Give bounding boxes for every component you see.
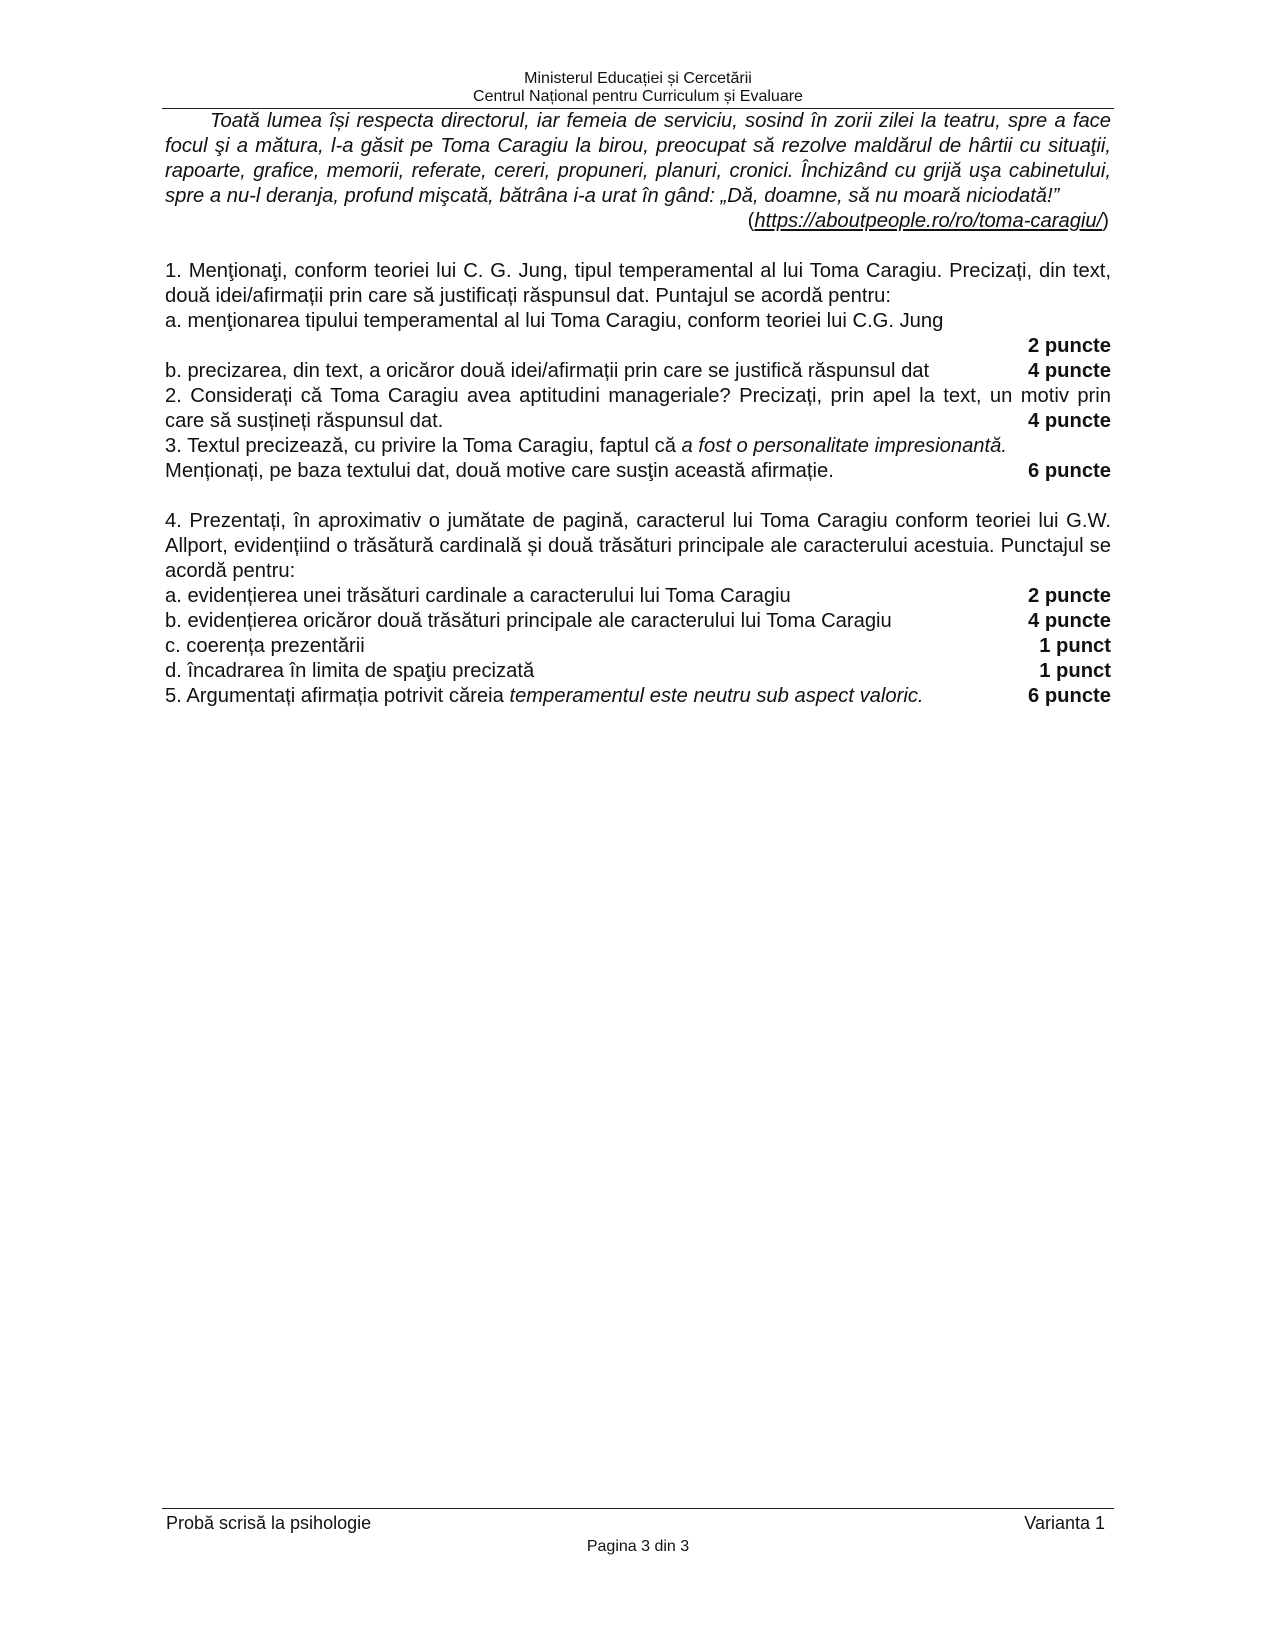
question-4-item-a-label: a. evidențierea unei trăsături cardinale a caracterului lui Toma Caragiu	[165, 585, 791, 607]
quote-source	[165, 209, 1109, 234]
question-4-item-a	[165, 584, 1111, 609]
question-4-item-b-label: b. evidențierea oricăror două trăsături principale ale caracterului lui Toma Caragiu	[165, 610, 892, 632]
quote-text: Toată lumea își respecta directorul, iar femeia de serviciu, sosind în zorii zilei la teatru, spre a face focul şi a mătura, l-a găsit pe Toma Caragiu la birou, preocupat să rezolve maldărul de hârtii cu situaţii, rapoarte, grafice, memorii, referate, cereri, propuneri, planuri, cronici. Închizând cu grijă uşa cabinetului, spre a nu-l deranja, profund mişcată, bătrâna i-a urat în gând: „Dă, doamne, să nu moară niciodată!”	[165, 110, 1111, 207]
source-close-paren: )	[1102, 210, 1109, 232]
question-1-item-b	[165, 359, 1111, 384]
question-1-item-b-points: 4 puncte	[1027, 360, 1111, 382]
question-5-text	[165, 684, 924, 709]
question-2-points: 4 puncte	[1027, 410, 1111, 432]
question-3-points: 6 puncte	[1027, 460, 1111, 482]
question-5	[165, 684, 1111, 709]
question-4: 4. Prezentați, în aproximativ o jumătate de pagină, caracterul lui Toma Caragiu conform teoriei lui G.W. Allport, evidențiind o trăsătură cardinală și două trăsături principale ale caracterului acestuia. Punctajul se acordă pentru:	[165, 510, 1111, 582]
question-4-item-b-points: 4 puncte	[1027, 610, 1111, 632]
question-2: 2. Considerați că Toma Caragiu avea aptitudini manageriale? Precizați, prin apel la text, un motiv prin care să susțineți răspunsul dat.	[165, 385, 1111, 432]
question-1-item-a-points: 2 puncte	[1027, 335, 1111, 357]
question-4-item-c-points: 1 punct	[1039, 635, 1111, 657]
header-ministry: Ministerul Educației și Cercetării	[524, 70, 752, 87]
question-4-item-a-points: 2 puncte	[1027, 585, 1111, 607]
header	[162, 70, 1114, 106]
footer-variant: Varianta 1	[1024, 1513, 1105, 1533]
question-3-text-after: Menționați, pe baza textului dat, două motive care susţin această afirmație.	[165, 460, 834, 482]
spacer	[165, 484, 1111, 509]
content	[165, 109, 1111, 709]
question-3	[165, 434, 1111, 459]
question-3-text-italic: a fost o personalitate impresionantă.	[681, 435, 1007, 457]
question-1-item-b-label: b. precizarea, din text, a oricăror două idei/afirmații prin care se justifică răspunsul dat	[165, 360, 930, 382]
source-open-paren: (	[747, 210, 755, 232]
footer-page-number: Pagina 3 din 3	[586, 1538, 690, 1555]
spacer	[165, 234, 1111, 259]
question-1: 1. Menţionaţi, conform teoriei lui C. G. Jung, tipul temperamental al lui Toma Caragiu. Precizați, din text, două idei/afirmații prin care să justificați răspunsul dat. Puntajul se acordă pentru:	[165, 260, 1111, 307]
footer-exam-title: Probă scrisă la psihologie	[166, 1513, 372, 1533]
footer-divider	[162, 1508, 1114, 1509]
header-center: Centrul Național pentru Curriculum și Evaluare	[473, 88, 803, 105]
question-3-text-before: 3. Textul precizează, cu privire la Toma Caragiu, faptul că	[165, 435, 676, 457]
question-4-item-d	[165, 659, 1111, 684]
source-link[interactable]: https://aboutpeople.ro/ro/toma-caragiu/	[754, 210, 1103, 232]
question-4-item-c	[165, 634, 1111, 659]
question-5-text-before: 5. Argumentați afirmația potrivit căreia	[165, 685, 504, 707]
question-3-line-2	[165, 459, 1111, 484]
question-5-text-italic: temperamentul este neutru sub aspect valoric.	[509, 685, 924, 707]
question-4-item-d-points: 1 punct	[1039, 660, 1111, 682]
question-4-item-d-label: d. încadrarea în limita de spaţiu precizată	[165, 660, 535, 682]
question-4-item-b	[165, 609, 1111, 634]
question-4-item-c-label: c. coerența prezentării	[165, 635, 365, 657]
question-5-points: 6 puncte	[1027, 685, 1111, 707]
question-1-item-a: a. menţionarea tipului temperamental al lui Toma Caragiu, conform teoriei lui C.G. Jung	[165, 310, 944, 332]
